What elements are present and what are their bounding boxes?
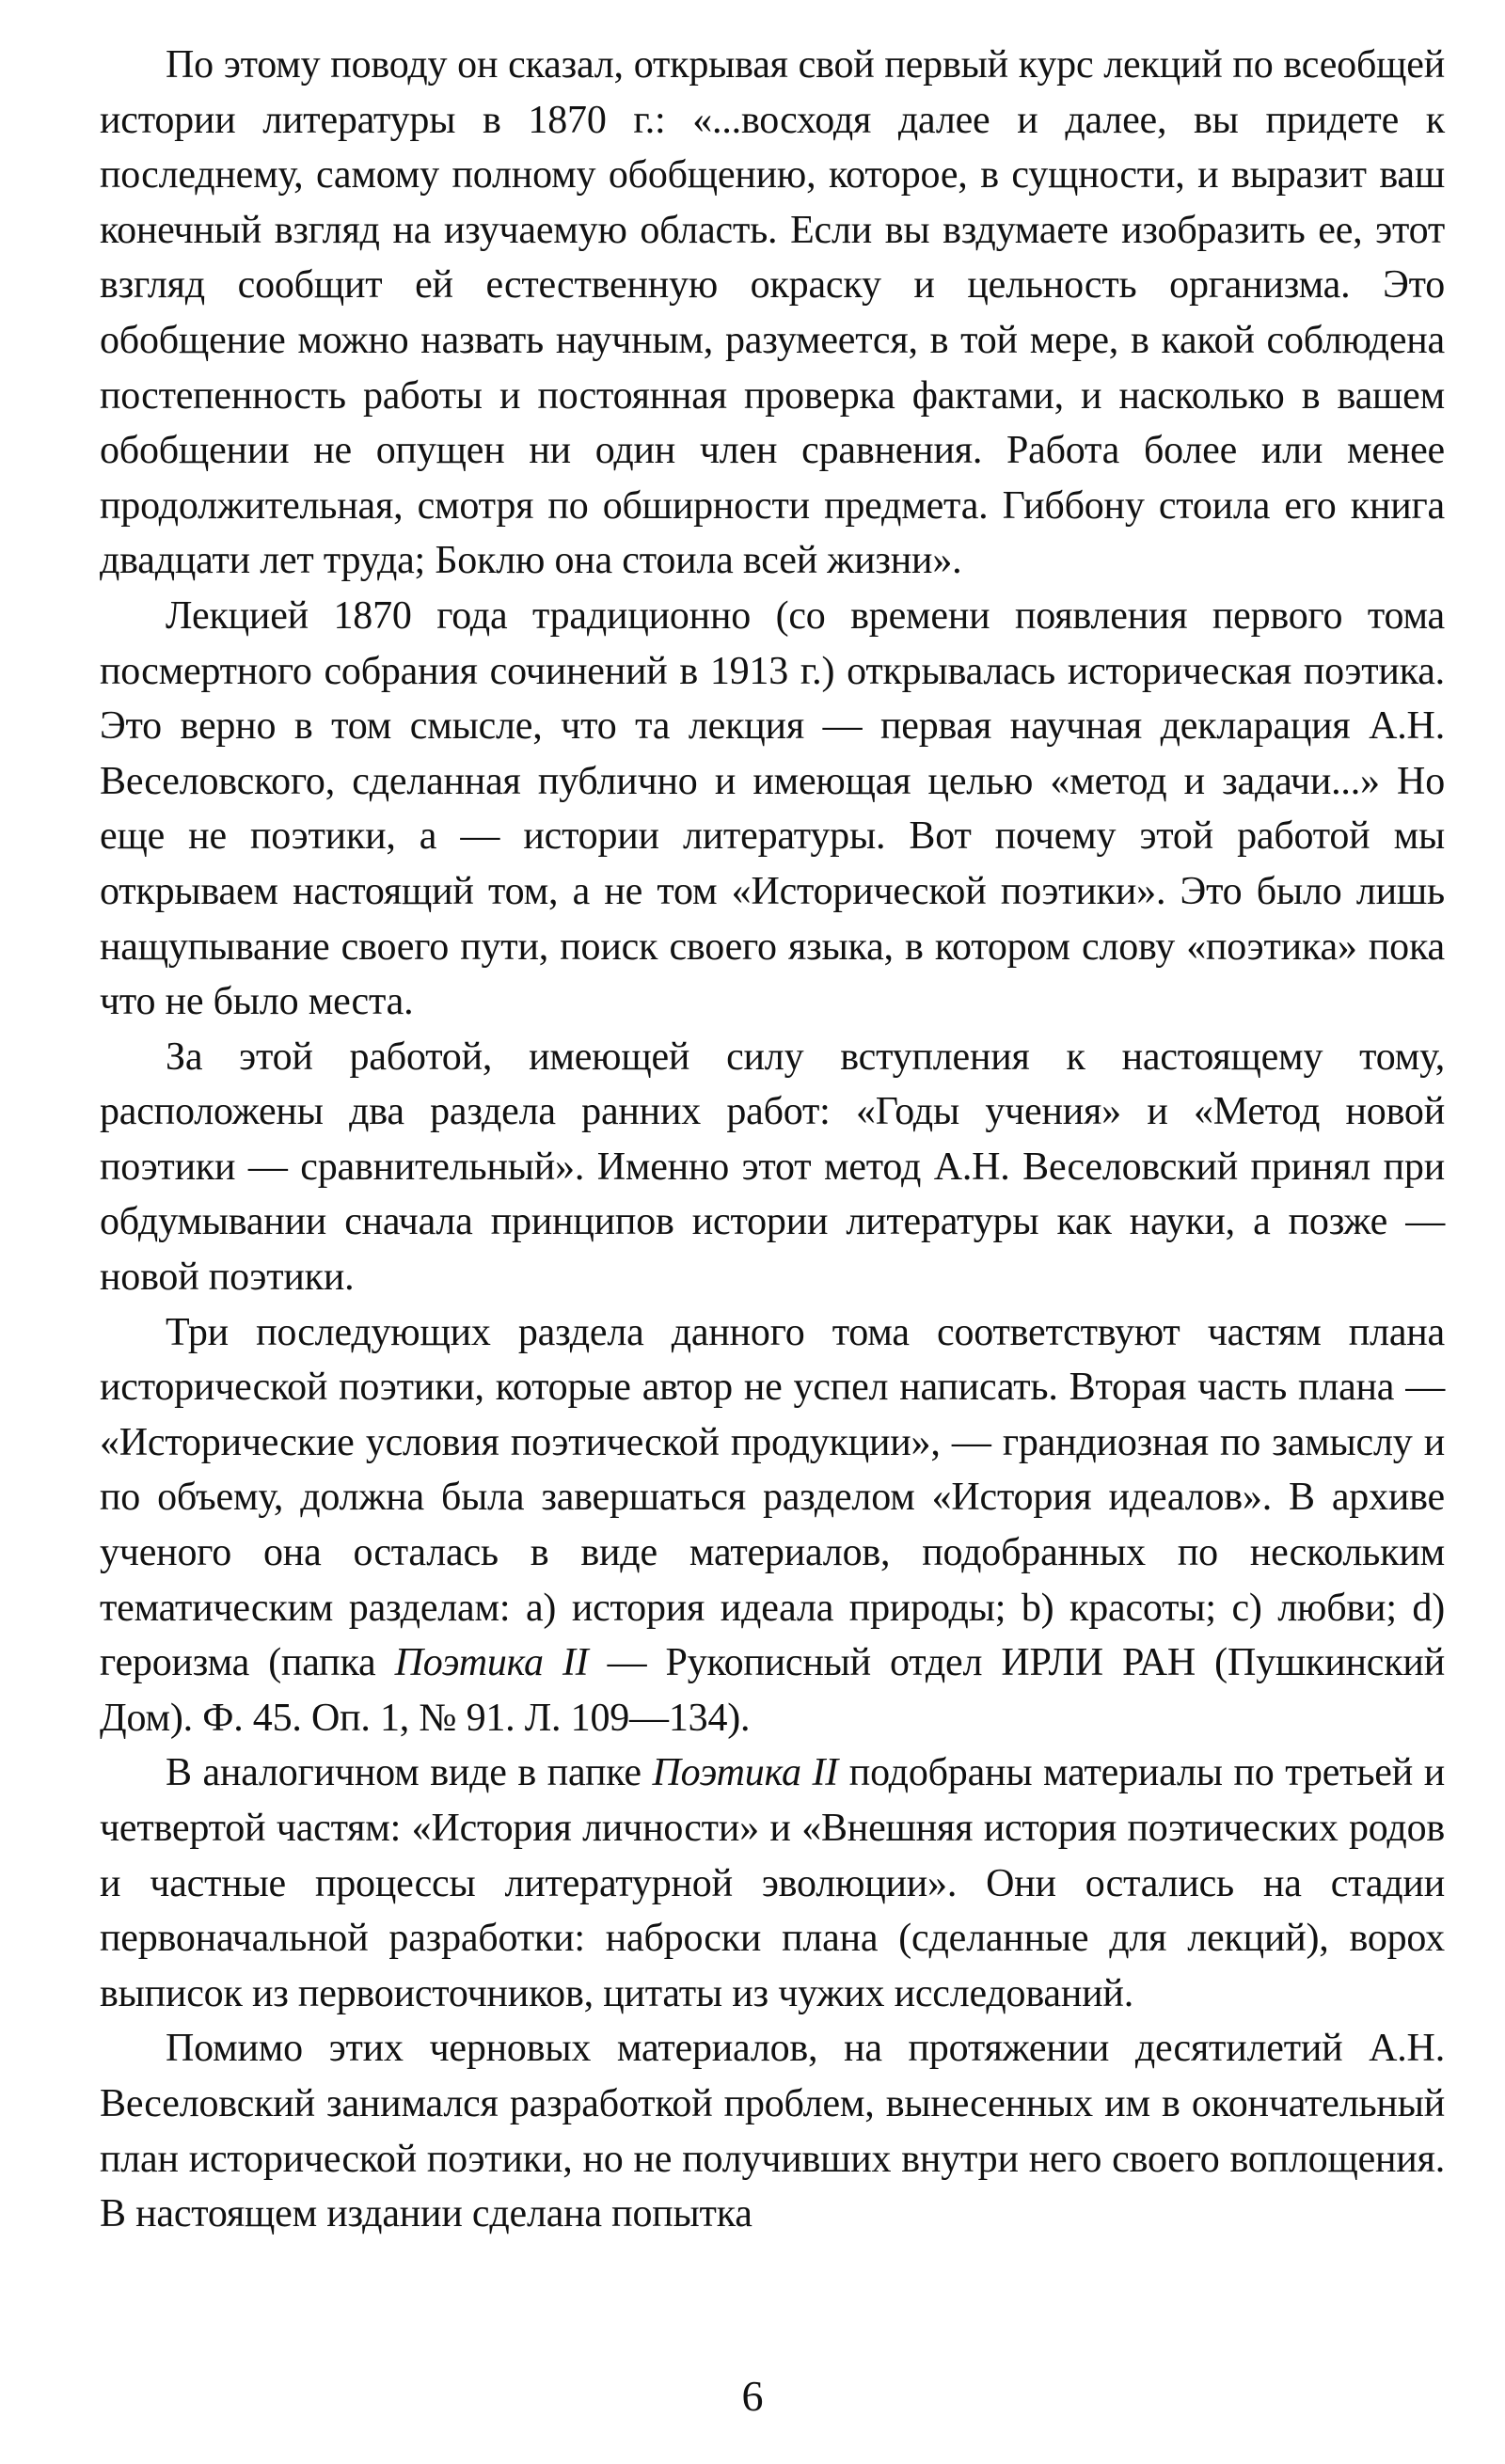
paragraph-4-text-end: — Рукописный отдел ИРЛИ РАН (Пушкинский Дом). Ф. 45. Оп. 1, № 91. Л. 109—134). [100,1641,1445,1740]
paragraph-3-text: За этой работой, имеющей силу вступления к настоящему тому, расположены два раздела ранних работ: «Годы учения» и «Метод новой поэтики — сравнительный». Именно этот метод А.Н. Веселовский принял при обдумывании сначала принципов истории литературы как науки, а позже — новой поэтики. [100,1035,1445,1300]
paragraph-5 [100,1745,1445,2021]
page-body [100,38,1445,2242]
paragraph-3 [100,1030,1445,1305]
paragraph-5-text-start: В аналогичном виде в папке [166,1751,653,1795]
paragraph-4 [100,1305,1445,1746]
paragraph-1-text: По этому поводу он сказал, открывая свой первый курс лекций по всеобщей истории литературы в 1870 г.: «...восходя далее и далее, вы придете к последнему, самому полному обобщению, которое, в сущности, и выразит ваш конечный взгляд на изучаемую область. Если вы вздумаете изобразить ее, этот взгляд сообщит ей естественную окраску и цельность организма. Это обобщение можно назвать научным, разумеется, в той мере, в какой соблюдена постепенность работы и постоянная проверка фактами, и насколько в вашем обобщении не опущен ни один член сравнения. Работа более или менее продолжительная, смотря по обширности предмета. Гиббону стоила его книга двадцати лет труда; Боклю она стоила всей жизни». [100,43,1445,583]
paragraph-2 [100,589,1445,1030]
paragraph-6-text: Помимо этих черновых материалов, на протяжении десятилетий А.Н. Веселовский занимался разработкой проблем, вынесенных им в окончательный план исторической поэтики, но не получивших внутри него своего воплощения. В настоящем издании сделана попытка [100,2027,1445,2236]
paragraph-5-italic-title: Поэтика II [652,1751,839,1795]
paragraph-6 [100,2021,1445,2241]
paragraph-2-text: Лекцией 1870 года традиционно (со времени появления первого тома посмертного собрания сочинений в 1913 г.) открывалась историческая поэтика. Это верно в том смысле, что та лекция — первая научная декларация А.Н. Веселовского, сделанная публично и имеющая целью «метод и задачи...» Но еще не поэтики, а — истории литературы. Вот почему этой работой мы открываем настоящий том, а не том «Исторической поэтики». Это было лишь нащупывание своего пути, поиск своего языка, в котором слову «поэтика» пока что не было места. [100,593,1445,1024]
paragraph-1 [100,38,1445,589]
paragraph-4-italic-title: Поэтика II [394,1641,589,1685]
page-number: 6 [741,2372,764,2420]
paragraph-4-text-start: Три последующих раздела данного тома соответствуют частям плана исторической поэтики, которые автор не успел написать. Вторая часть плана — «Исторические условия поэтической продукции», — грандиозная по замыслу и по объему, должна была завершаться разделом «История идеалов». В архиве ученого она осталась в виде материалов, подобранных по нескольким тематическим разделам: а) история идеала природы; b) красоты; с) любви; d) героизма (папка [100,1310,1445,1685]
paragraph-5-text-end: подобраны материалы по третьей и четвертой частям: «История личности» и «Внешняя история поэтических родов и частные процессы литературной эволюции». Они остались на стадии первоначальной разработки: наброски плана (сделанные для лекций), ворох выписок из первоисточников, цитаты из чужих исследований. [100,1751,1445,2015]
